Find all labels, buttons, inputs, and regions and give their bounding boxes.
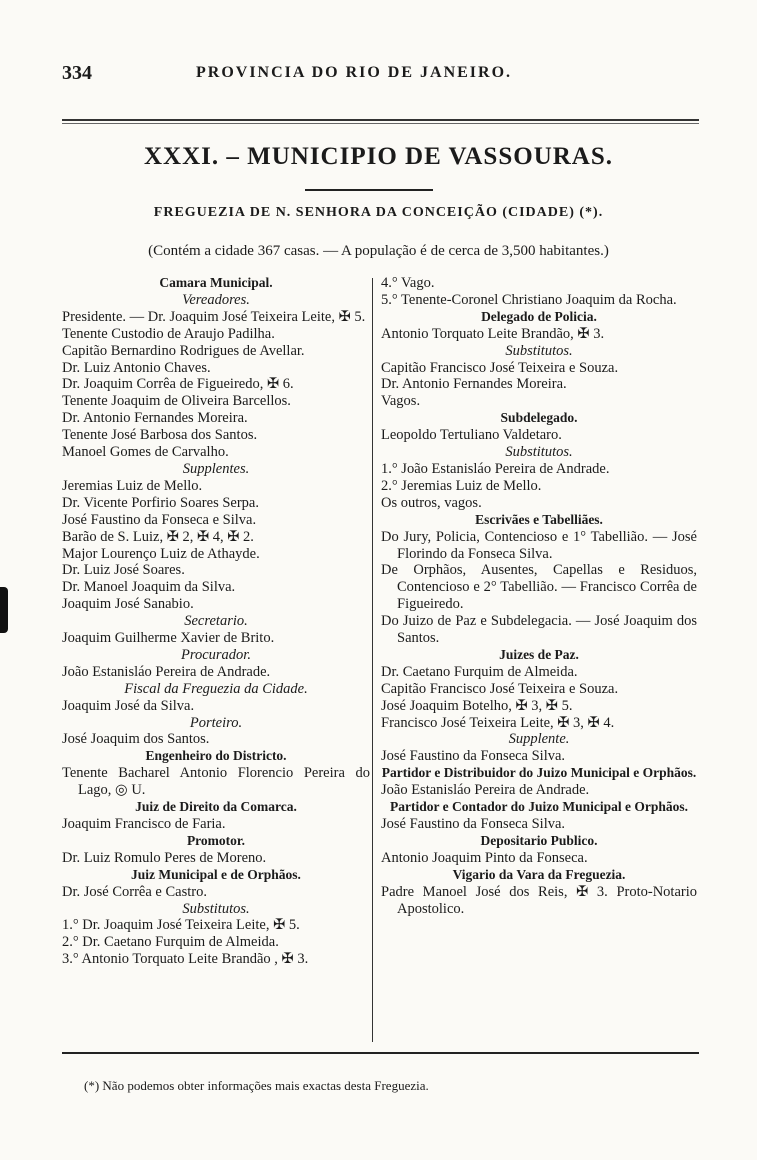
section-heading: Engenheiro do Districto. — [145, 748, 287, 764]
section-heading: Delegado de Policia. — [481, 308, 597, 324]
entry-line: Joaquim Francisco de Faria. — [62, 816, 226, 832]
entry-line: Joaquim Guilherme Xavier de Brito. — [62, 630, 275, 647]
entry-line: 4.° Vago. — [381, 275, 435, 291]
page-number: 334 — [62, 62, 92, 84]
entry-line: José Faustino da Fonseca Silva. — [381, 748, 566, 765]
entry-line: Capitão Francisco José Teixeira e Souza. — [381, 680, 619, 697]
section-heading: Juiz de Direito da Comarca. — [135, 799, 297, 815]
entry-line: 1.° Dr. Joaquim José Teixeira Leite, ✠ 5. — [62, 917, 300, 934]
entry-line: Leopoldo Tertuliano Valdetaro. — [381, 427, 562, 444]
entry-line: José Joaquim Botelho, ✠ 3, ✠ 5. — [381, 697, 573, 714]
subheading: Fiscal da Freguezia da Cidade. — [124, 680, 308, 697]
section-heading: Juiz Municipal e de Orphãos. — [131, 866, 301, 882]
entry-line: 1.° João Estanisláo Pereira de Andrade. — [381, 460, 610, 477]
subheading: Porteiro. — [189, 714, 243, 731]
entry-line: Jeremias Luiz de Mello. — [62, 477, 203, 494]
entry-line: Do Juizo de Paz e Subdelegacia. — José Joaquim dos Santos. — [381, 613, 697, 647]
entry-line: Dr. Luiz Antonio Chaves. — [62, 359, 211, 376]
entry-line: José Faustino da Fonseca Silva. — [381, 816, 566, 832]
entry-line: João Estanisláo Pereira de Andrade. — [381, 782, 590, 799]
column-divider — [372, 278, 373, 1042]
section-heading: Juizes de Paz. — [499, 646, 579, 662]
subheading: Substitutos. — [505, 342, 573, 359]
footer-rule — [62, 1052, 699, 1054]
entry-line: Dr. Antonio Fernandes Moreira. — [381, 376, 567, 393]
subheading: Procurador. — [181, 646, 251, 663]
entry-line: João Estanisláo Pereira de Andrade. — [62, 663, 271, 680]
section-rule — [305, 189, 433, 191]
entry-line: Capitão Bernardino Rodrigues de Avellar. — [62, 342, 305, 359]
subheading: Supplentes. — [182, 460, 250, 477]
entry-line: José Joaquim dos Santos. — [62, 731, 210, 748]
subheading: Substitutos. — [505, 444, 573, 461]
entry-line: Antonio Joaquim Pinto da Fonseca. — [381, 849, 588, 866]
entry-line: Antonio Torquato Leite Brandão, ✠ 3. — [381, 325, 605, 342]
entry-line: Dr. Antonio Fernandes Moreira. — [62, 410, 248, 427]
entry-line: Dr. Vicente Porfirio Soares Serpa. — [62, 494, 259, 511]
entry-line: Presidente. — Dr. Joaquim José Teixeira Leite, ✠ 5. — [62, 308, 366, 325]
running-title: PROVINCIA DO RIO DE JANEIRO. — [196, 64, 513, 81]
header-rule-thin — [62, 123, 699, 124]
entry-line: 3.° Antonio Torquato Leite Brandão , ✠ 3. — [62, 951, 309, 968]
entry-line: Padre Manoel José dos Reis, ✠ 3. Proto-Notario Apostolico. — [381, 883, 697, 917]
left-column — [62, 275, 370, 968]
entry-line: Joaquim José da Silva. — [62, 697, 195, 714]
entry-line: Joaquim José Sanabio. — [62, 596, 194, 613]
entry-line: De Orphãos, Ausentes, Capellas e Residuos, Contencioso e 2° Tabellião. — Francisco Corrêa de Figueiredo. — [381, 562, 697, 613]
section-title: XXXI. – MUNICIPIO DE VASSOURAS. — [143, 143, 614, 170]
section-heading: Depositario Publico. — [480, 832, 598, 848]
entry-line: Dr. Luiz Romulo Peres de Moreno. — [62, 849, 267, 866]
section-heading: Camara Municipal. — [159, 275, 273, 290]
section-heading: Escrivães e Tabelliães. — [475, 511, 603, 527]
header-rule — [62, 119, 699, 121]
entry-line: Vagos. — [381, 393, 421, 410]
entry-line: Francisco José Teixeira Leite, ✠ 3, ✠ 4. — [381, 714, 615, 731]
subheading: Secretario. — [184, 613, 248, 630]
subheading: Substitutos. — [182, 900, 250, 917]
freguezia-heading: FREGUEZIA DE N. SENHORA DA CONCEIÇÃO (CIDADE) (*). — [153, 205, 604, 220]
subheading: Supplente. — [508, 731, 570, 748]
section-heading: Partidor e Distribuidor do Juizo Municipal e Orphãos. — [381, 765, 697, 781]
entry-line: Tenente Bacharel Antonio Florencio Pereira do Lago, ◎ U. — [62, 765, 370, 799]
margin-ink-mark — [0, 587, 8, 633]
entry-line: José Faustino da Fonseca e Silva. — [62, 511, 257, 528]
section-heading: Subdelegado. — [500, 410, 578, 426]
entry-line: 2.° Jeremias Luiz de Mello. — [381, 477, 542, 494]
entry-line: Tenente Custodio de Araujo Padilha. — [62, 325, 275, 342]
entry-line: Dr. Joaquim Corrêa de Figueiredo, ✠ 6. — [62, 376, 294, 393]
population-note: (Contém a cidade 367 casas. — A população é de cerca de 3,500 habitantes.) — [148, 243, 609, 259]
section-heading: Partidor e Contador do Juizo Municipal e Orphãos. — [389, 799, 688, 815]
right-column — [381, 275, 697, 917]
section-heading: Promotor. — [186, 832, 246, 848]
entry-line: Barão de S. Luiz, ✠ 2, ✠ 4, ✠ 2. — [62, 528, 254, 545]
entry-line: Tenente José Barbosa dos Santos. — [62, 427, 258, 444]
footnote: (*) Não podemos obter informações mais exactas desta Freguezia. — [84, 1078, 429, 1093]
entry-line: Major Lourenço Luiz de Athayde. — [62, 545, 260, 562]
entry-line: Tenente Joaquim de Oliveira Barcellos. — [62, 393, 291, 410]
entry-line: Dr. José Corrêa e Castro. — [62, 883, 207, 900]
entry-line: Dr. Luiz José Soares. — [62, 562, 185, 579]
entry-line: Capitão Francisco José Teixeira e Souza. — [381, 359, 619, 376]
entry-line: Manoel Gomes de Carvalho. — [62, 444, 229, 461]
entry-line: 2.° Dr. Caetano Furquim de Almeida. — [62, 934, 279, 951]
entry-line: Dr. Caetano Furquim de Almeida. — [381, 663, 578, 680]
entry-line: Dr. Manoel Joaquim da Silva. — [62, 579, 236, 596]
entry-line: Do Jury, Policia, Contencioso e 1° Tabellião. — José Florindo da Fonseca Silva. — [381, 528, 697, 562]
subheading: Vereadores. — [182, 291, 250, 308]
entry-line: Os outros, vagos. — [381, 494, 482, 511]
entry-line: 5.° Tenente-Coronel Christiano Joaquim da Rocha. — [381, 291, 677, 308]
section-heading: Vigario da Vara da Freguezia. — [452, 866, 626, 882]
